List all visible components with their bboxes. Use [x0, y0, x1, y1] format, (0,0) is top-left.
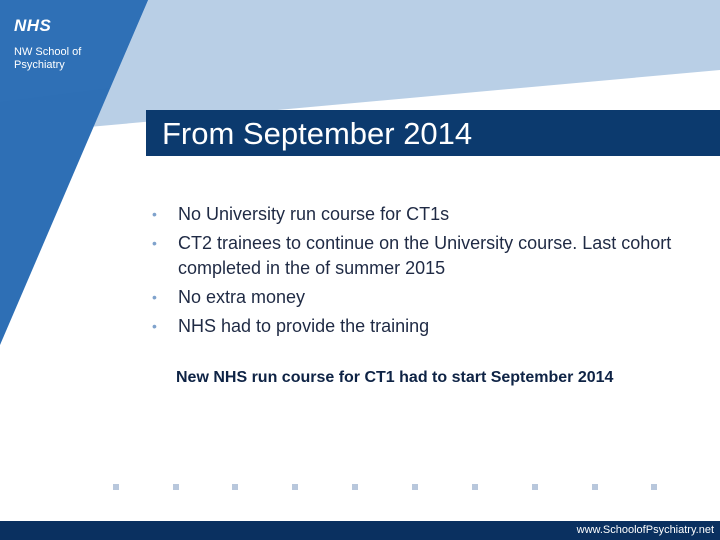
bullet-list	[150, 202, 690, 343]
bullet-item	[150, 231, 690, 281]
decorative-dot	[173, 484, 179, 490]
nhs-logo: NHS	[14, 16, 52, 35]
bullet-item	[150, 285, 690, 310]
bullet-text: No extra money	[178, 287, 306, 307]
decorative-dot	[472, 484, 478, 490]
decorative-dot	[532, 484, 538, 490]
bullet-text: NHS had to provide the training	[178, 316, 430, 336]
title-bar	[146, 110, 720, 156]
school-name: NW School of Psychiatry	[14, 46, 82, 71]
decorative-dot	[412, 484, 418, 490]
decorative-dot	[651, 484, 657, 490]
bullet-marker-icon: •	[152, 235, 157, 251]
bullet-item	[150, 202, 690, 227]
bullet-item	[150, 314, 690, 339]
bullet-marker-icon: •	[152, 206, 157, 222]
bullet-marker-icon: •	[152, 318, 157, 334]
highlight-note: New NHS run course for CT1 had to start September 2014	[176, 369, 614, 386]
decorative-dot	[592, 484, 598, 490]
footer-url: www.SchoolofPsychiatry.net	[576, 524, 714, 536]
decorative-dot	[232, 484, 238, 490]
bullet-text: CT2 trainees to continue on the University course. Last cohort completed in the of summer 2015	[178, 233, 672, 278]
decorative-dot	[292, 484, 298, 490]
slide-title: From September 2014	[162, 116, 473, 151]
bullet-text: No University run course for CT1s	[178, 204, 450, 224]
decorative-dot	[113, 484, 119, 490]
bullet-marker-icon: •	[152, 289, 157, 305]
decorative-dot-row	[0, 480, 720, 494]
decorative-dot	[352, 484, 358, 490]
footer-bar	[0, 521, 720, 540]
